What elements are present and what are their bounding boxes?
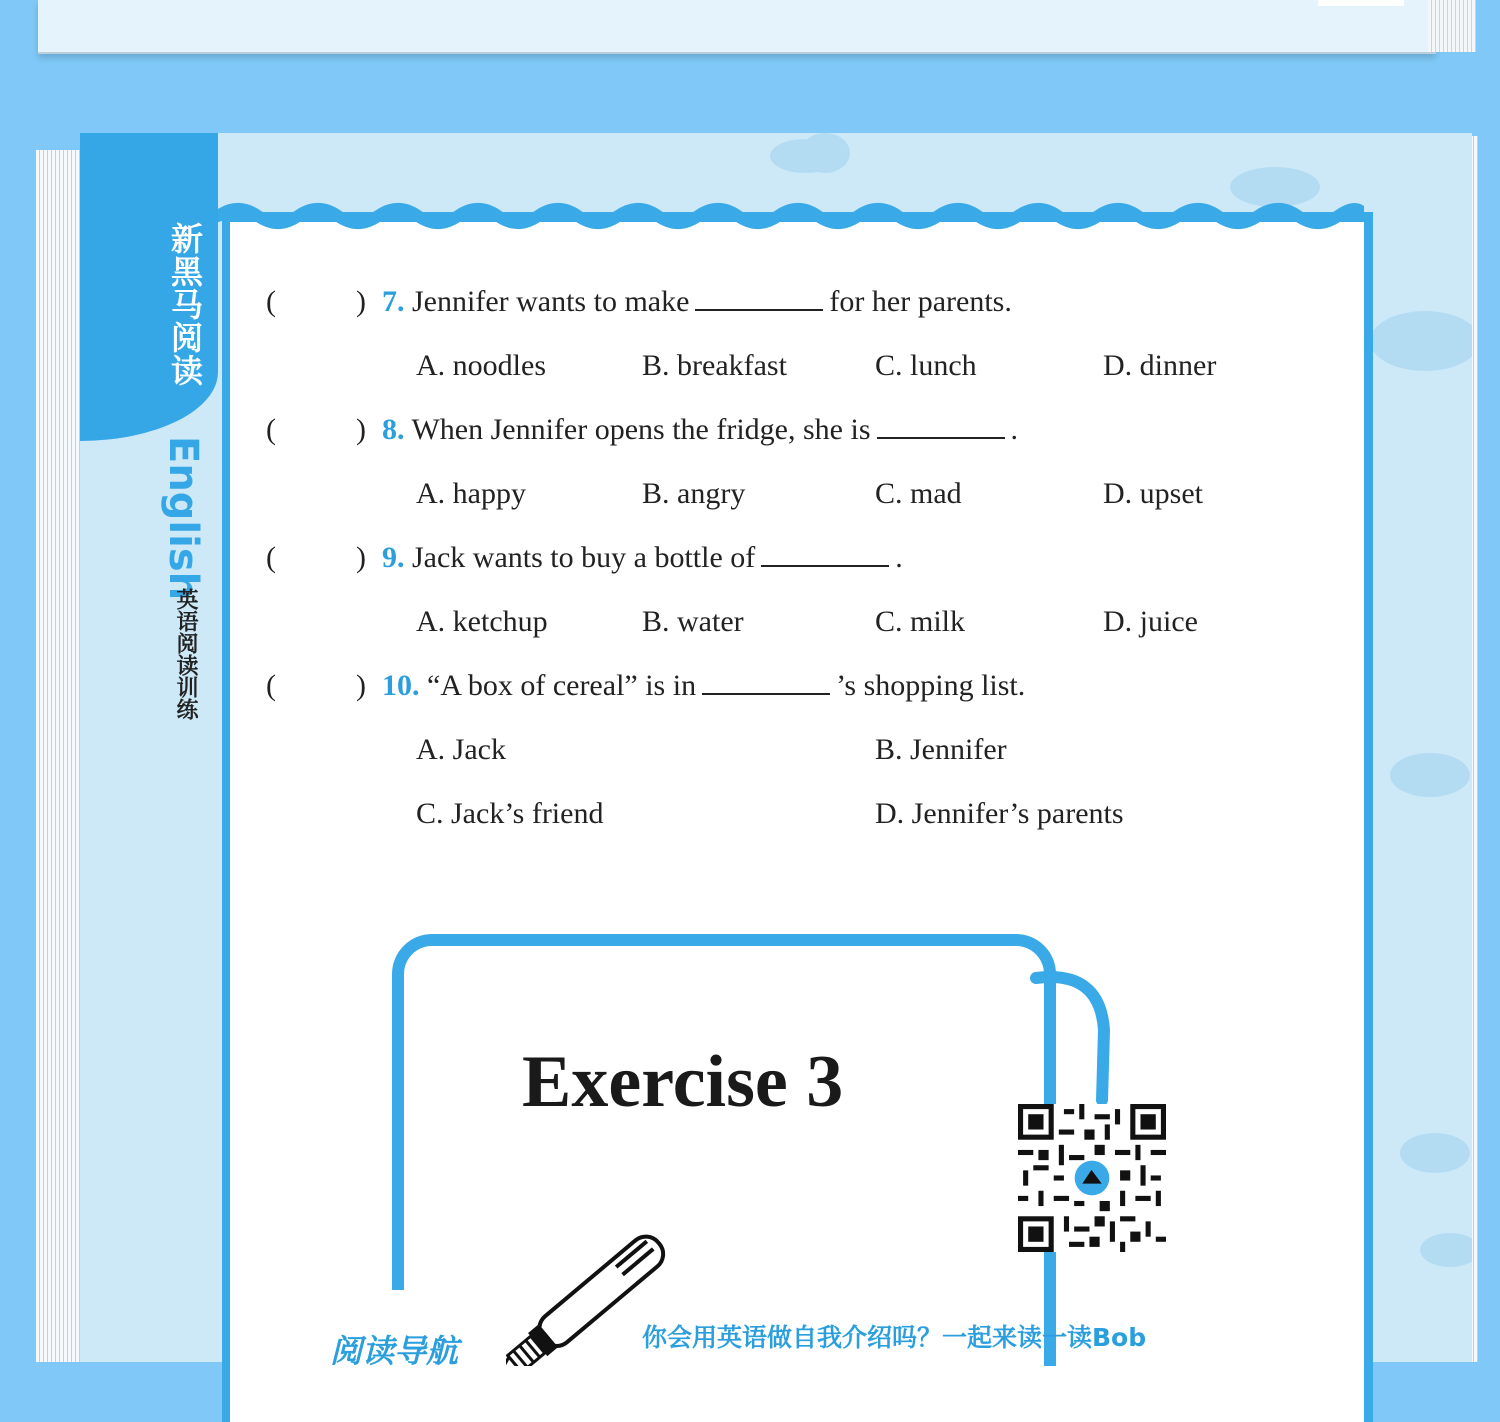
question-9 (382, 541, 903, 575)
option-d: D. dinner (1103, 349, 1217, 382)
book-page-edges-left (36, 150, 82, 1362)
question-text: Jack wants to buy a bottle of (412, 541, 756, 574)
question-text-after: ’s shopping list. (836, 669, 1026, 702)
option-a: A. happy (416, 477, 526, 510)
question-text-after: . (1010, 413, 1018, 446)
question-text: Jennifer wants to make (412, 285, 690, 318)
option-b: B. breakfast (642, 349, 787, 382)
qr-code-icon[interactable] (1018, 1104, 1166, 1252)
option-a: A. noodles (416, 349, 546, 382)
answer-blank[interactable] (695, 285, 823, 311)
exercise-card-frame (392, 934, 1056, 1366)
question-10 (382, 669, 1025, 703)
option-c: C. Jack’s friend (416, 797, 604, 830)
option-d: D. upset (1103, 477, 1203, 510)
question-number: 9. (382, 541, 405, 574)
cloud-decoration (1390, 753, 1470, 797)
option-b: B. angry (642, 477, 746, 510)
answer-blank[interactable] (761, 541, 889, 567)
option-a: A. Jack (416, 733, 506, 766)
question-number: 10. (382, 669, 420, 702)
wavy-border-top (218, 198, 1364, 238)
cloud-decoration (1420, 1233, 1472, 1267)
option-c: C. lunch (875, 349, 977, 382)
question-text: When Jennifer opens the fridge, she is (411, 413, 871, 446)
question-number: 7. (382, 285, 405, 318)
answer-paren-open: ( (266, 285, 276, 318)
cloud-decoration (800, 133, 850, 173)
previous-page-face (38, 0, 1436, 54)
answer-paren-close: ) (356, 285, 366, 318)
answer-paren-open: ( (266, 541, 276, 574)
exercise-title: Exercise 3 (522, 1041, 844, 1123)
question-text-after: . (895, 541, 903, 574)
previous-page-edges (1428, 0, 1476, 52)
spine-subtitle: 英语阅读训练 (173, 588, 198, 720)
question-7 (382, 285, 1012, 319)
option-d: D. juice (1103, 605, 1198, 638)
option-c: C. mad (875, 477, 962, 510)
reading-guide-question: 你会用英语做自我介绍吗？一起来读一读Bob (642, 1323, 1147, 1352)
cloud-decoration (1370, 311, 1472, 371)
spine-english-label: English (160, 436, 206, 601)
previous-page-fragment (0, 0, 1500, 60)
answer-paren-open: ( (266, 413, 276, 446)
option-a: A. ketchup (416, 605, 548, 638)
question-8 (382, 413, 1018, 447)
question-text-after: for her parents. (829, 285, 1012, 318)
card-tab-decoration (1030, 970, 1130, 1110)
previous-page-tab (1318, 0, 1404, 6)
spine-series-title: 新黑马阅读 (166, 222, 204, 387)
answer-blank[interactable] (877, 413, 1005, 439)
answer-paren-close: ) (356, 669, 366, 702)
cloud-decoration (1400, 1133, 1470, 1173)
option-d: D. Jennifer’s parents (875, 797, 1124, 830)
reading-guide-label: 阅读导航 (330, 1332, 459, 1370)
answer-paren-open: ( (266, 669, 276, 702)
answer-blank[interactable] (702, 669, 830, 695)
question-text: “A box of cereal” is in (427, 669, 697, 702)
answer-paren-close: ) (356, 541, 366, 574)
option-c: C. milk (875, 605, 966, 638)
question-number: 8. (382, 413, 405, 446)
option-b: B. Jennifer (875, 733, 1007, 766)
option-b: B. water (642, 605, 744, 638)
answer-paren-close: ) (356, 413, 366, 446)
